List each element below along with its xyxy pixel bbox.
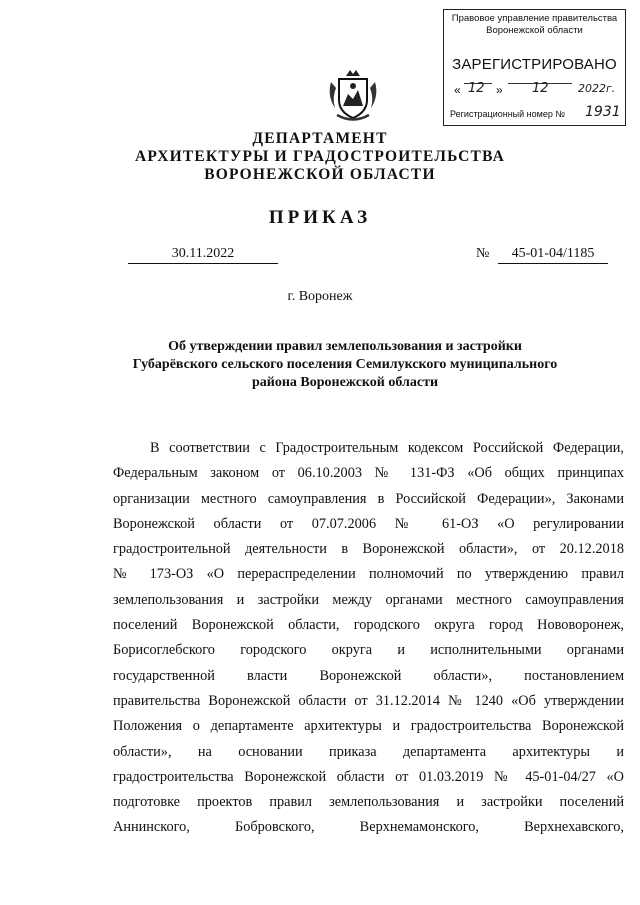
order-number-label: № [476,246,490,261]
order-subject [110,338,580,392]
stamp-year: 2022г. [578,82,616,95]
order-number: 45-01-04/1185 [498,246,608,264]
subject-line2: Губарёвского сельского поселения Семилукского муниципального [132,357,558,372]
body-line: градостроительной деятельности в Воронежской области», от 20.12.2018 [113,541,624,558]
body-line: № 173-ОЗ «О перераспределении полномочий по утверждению правил [113,566,624,583]
body-line: Борисоглебского городского округа и исполнительными органами [113,642,624,659]
body-line: государственной власти Воронежской области», постановлением [113,667,624,684]
body-line: организации местного самоуправления в Российской Федерации», Законами [113,490,624,507]
stamp-day: 12 [468,81,485,96]
body-line: Аннинского, Бобровского, Верхнемамонского, Верхнехавского, [113,819,624,836]
stamp-month: 12 [532,81,549,96]
stamp-date [454,83,619,101]
body-text [113,436,624,841]
stamp-line2: Воронежской области [486,25,583,36]
stamp-reg-label: Регистрационный номер № [450,109,566,119]
stamp-reg-row [450,104,621,120]
subject-line1: Об утверждении правил землепользования и застройки [168,339,522,354]
body-line: Воронежской области от 07.07.2006 № 61-ОЗ «О регулировании [113,515,624,532]
body-line: землепользования и застройки между органами местного самоуправления [113,591,624,608]
coat-of-arms-icon [326,66,380,126]
subject-line3: района Воронежской области [251,375,439,390]
body-line: Положения о департаменте архитектуры и градостроительства Воронежской [113,718,624,735]
document-title: ПРИКАЗ [268,207,372,228]
stamp-quote-open: « [454,83,461,97]
dept-line2: АРХИТЕКТУРЫ И ГРАДОСТРОИТЕЛЬСТВА [134,148,506,165]
body-line: Федеральным законом от 06.10.2003 № 131-ФЗ «Об общих принципах [113,465,624,482]
body-line: подготовке проектов правил землепользования и застройки поселений [113,794,624,811]
body-line: области», на основании приказа департамента архитектуры и [113,743,624,760]
body-line: правительства Воронежской области от 31.12.2014 № 1240 «Об утверждении [113,692,624,709]
stamp-registered: ЗАРЕГИСТРИРОВАНО [452,56,617,73]
order-date: 30.11.2022 [128,246,278,264]
stamp-quote-close: » [496,83,503,97]
body-line: В соответствии с Градостроительным кодексом Российской Федерации, [150,440,624,456]
registration-stamp [443,9,626,126]
stamp-reg-number: 1931 [585,104,621,120]
city: г. Воронеж [287,289,353,304]
body-line: градостроительства Воронежской области от 01.03.2019 № 45-01-04/27 «О [113,768,624,785]
body-line: поселений Воронежской области, городского округа город Нововоронеж, [113,617,624,634]
dept-line1: ДЕПАРТАМЕНТ [252,130,388,147]
stamp-line1: Правовое управление правительства [451,13,618,24]
dept-line3: ВОРОНЕЖСКОЙ ОБЛАСТИ [204,166,436,183]
